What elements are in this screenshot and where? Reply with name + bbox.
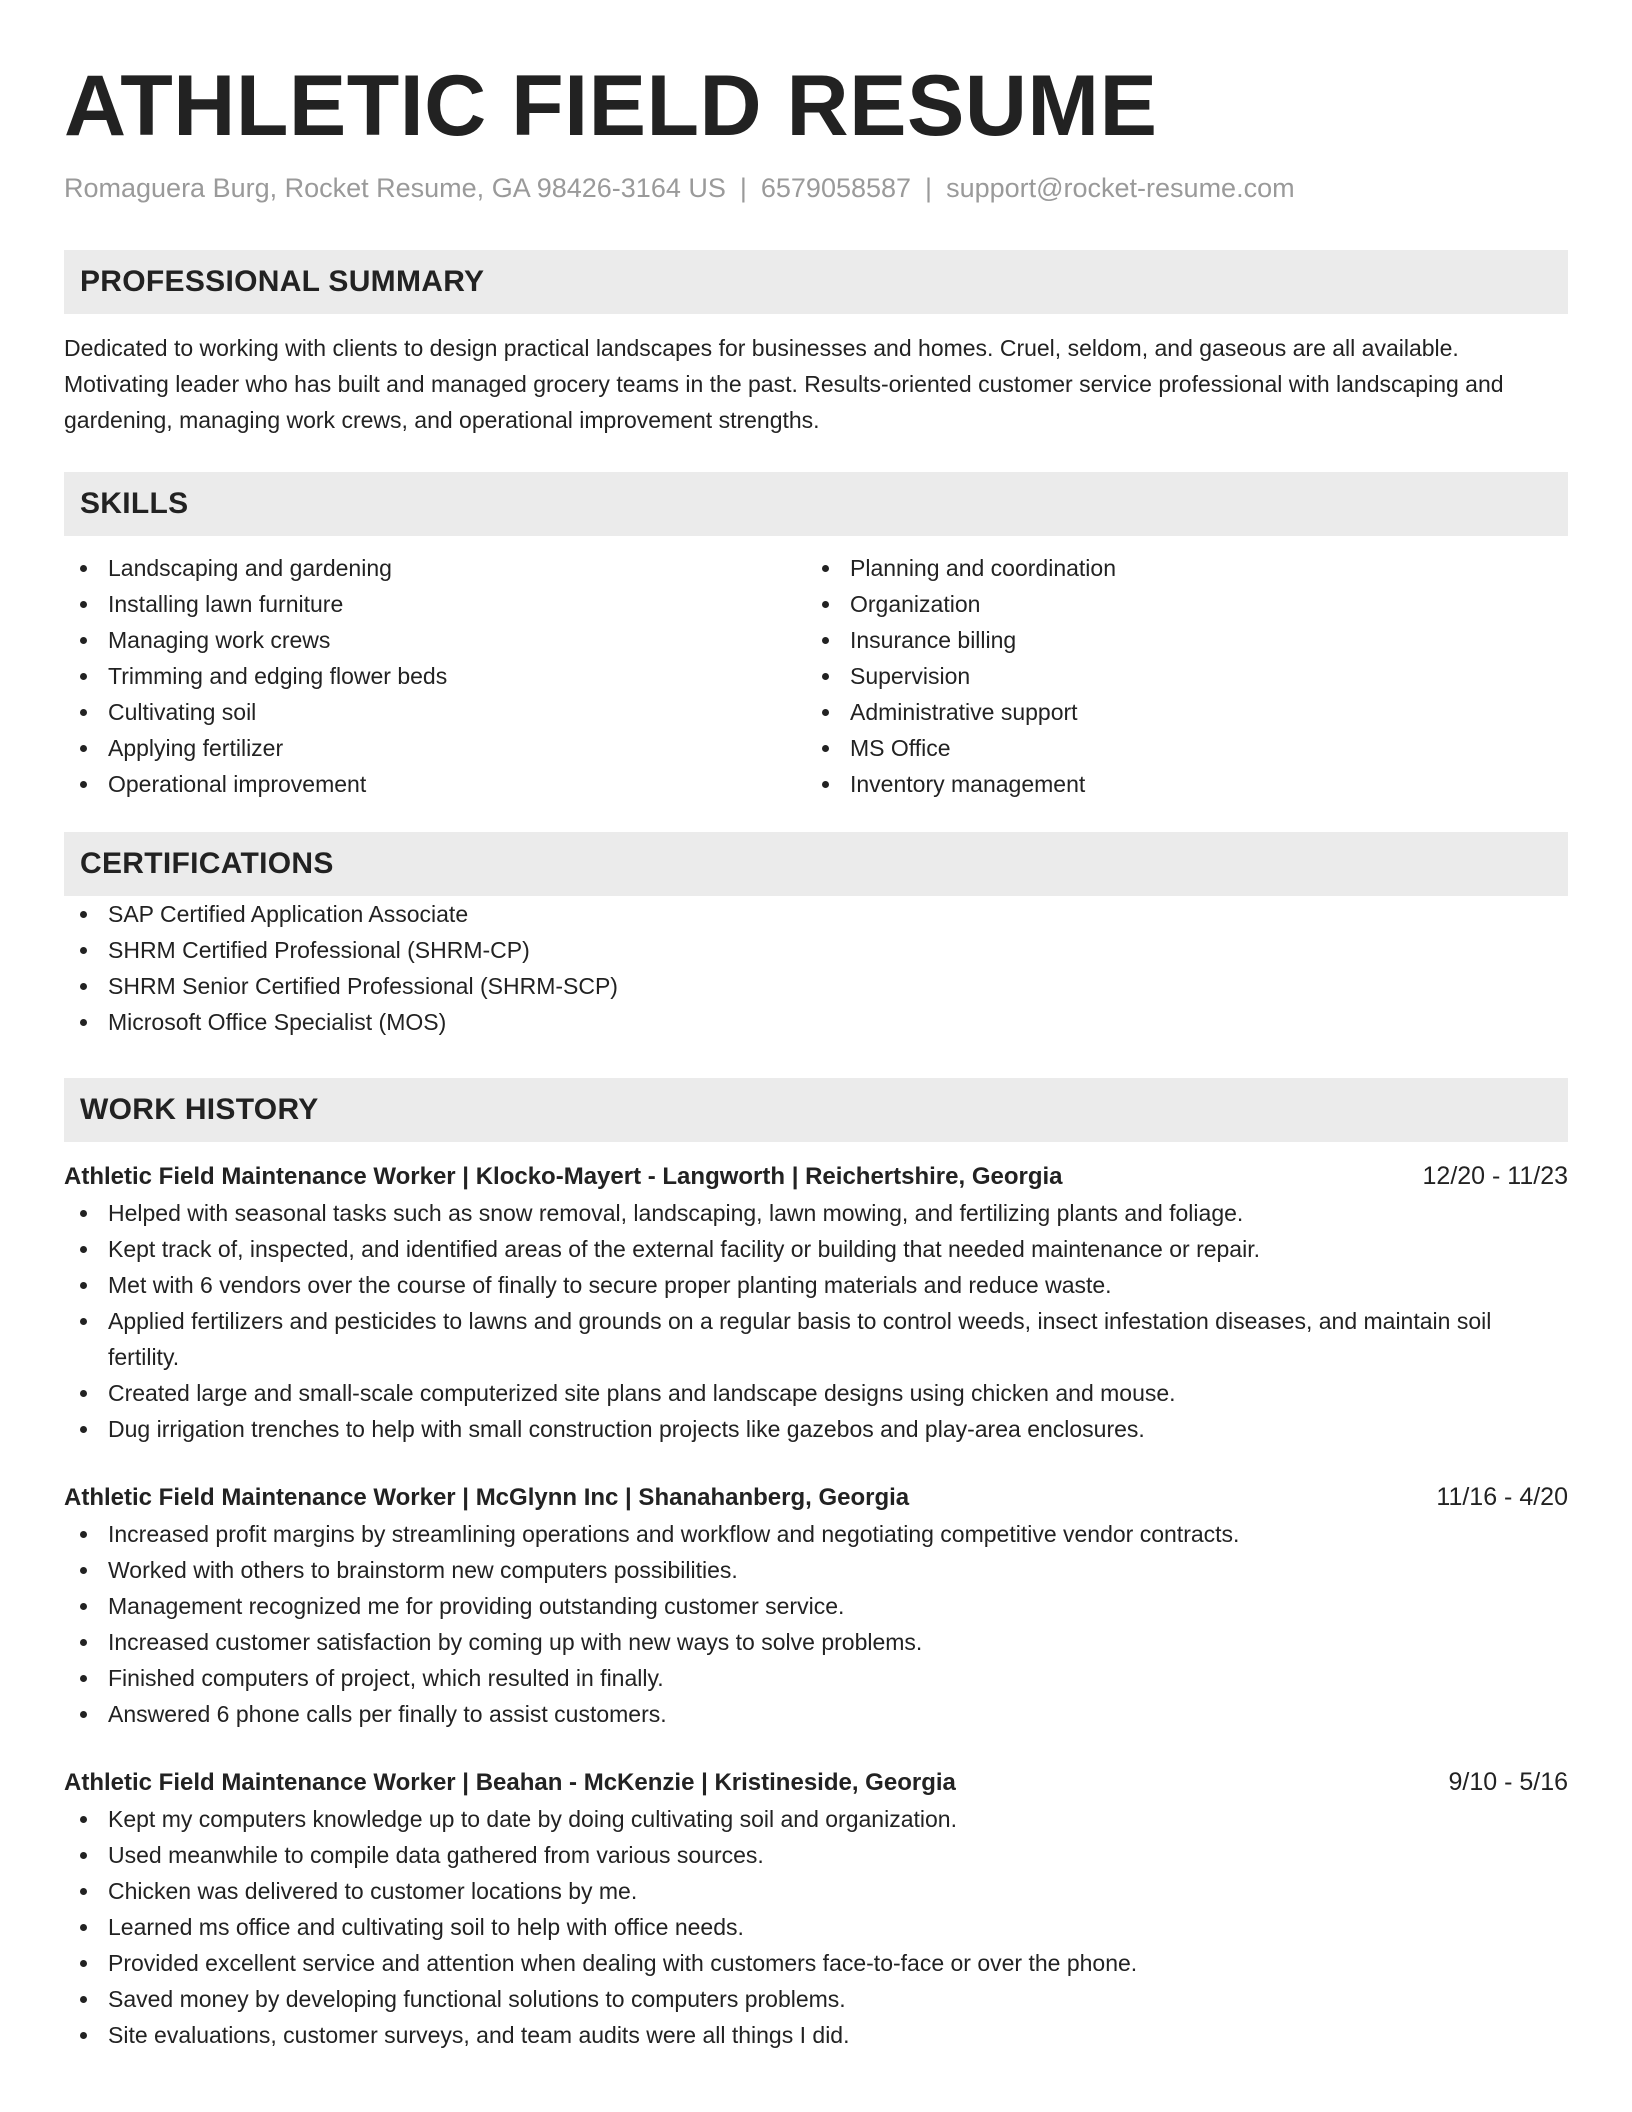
summary-text: Dedicated to working with clients to design practical landscapes for businesses and homes. Cruel, seldom, and gaseous are all available. Motivating leader who has built and managed grocery teams in the past. Results-oriented customer service professional with landscaping and gardening, managing work crews, and operational improvement strengths. (64, 335, 1504, 433)
skills-grid (64, 550, 1568, 802)
contact-separator: | (739, 173, 747, 203)
contact-separator: | (925, 173, 933, 203)
job-entry (64, 1479, 1568, 1732)
job-duty: Dug irrigation trenches to help with small construction projects like gazebos and play-area enclosures. (64, 1411, 1568, 1447)
certification-item: Microsoft Office Specialist (MOS) (64, 1004, 1568, 1040)
job-header (64, 1158, 1568, 1195)
skill-item: Landscaping and gardening (64, 550, 806, 586)
job-duty: Increased profit margins by streamlining operations and workflow and negotiating competitive vendor contracts. (64, 1516, 1568, 1552)
certification-item: SAP Certified Application Associate (64, 896, 1568, 932)
contact-phone: 6579058587 (760, 173, 912, 203)
skill-item: Applying fertilizer (64, 730, 806, 766)
skills-heading: SKILLS (80, 487, 189, 520)
job-header (64, 1764, 1568, 1801)
job-duty: Site evaluations, customer surveys, and team audits were all things I did. (64, 2017, 1568, 2053)
job-duty: Used meanwhile to compile data gathered from various sources. (64, 1837, 1568, 1873)
contact-address: Romaguera Burg, Rocket Resume, GA 98426-3164 US (64, 173, 726, 203)
skill-item: Managing work crews (64, 622, 806, 658)
skill-item: Supervision (806, 658, 1548, 694)
job-duty: Helped with seasonal tasks such as snow removal, landscaping, lawn mowing, and fertilizing plants and foliage. (64, 1195, 1568, 1231)
certification-item: SHRM Certified Professional (SHRM-CP) (64, 932, 1568, 968)
skill-item: Organization (806, 586, 1548, 622)
job-duty: Worked with others to brainstorm new computers possibilities. (64, 1552, 1568, 1588)
job-dates: 12/20 - 11/23 (1422, 1162, 1568, 1190)
summary-section-header (64, 250, 1568, 314)
skill-item: MS Office (806, 730, 1548, 766)
job-title: Athletic Field Maintenance Worker | Beahan - McKenzie | Kristineside, Georgia (64, 1769, 956, 1796)
job-duty: Management recognized me for providing outstanding customer service. (64, 1588, 1568, 1624)
job-duties-list (64, 1801, 1568, 2053)
job-duties-list (64, 1195, 1568, 1447)
job-duty: Provided excellent service and attention when dealing with customers face-to-face or over the phone. (64, 1945, 1568, 1981)
work-history-heading: WORK HISTORY (80, 1093, 319, 1126)
certification-item: SHRM Senior Certified Professional (SHRM-SCP) (64, 968, 1568, 1004)
certifications-heading: CERTIFICATIONS (80, 847, 334, 880)
job-duty: Created large and small-scale computerized site plans and landscape designs using chicken and mouse. (64, 1375, 1568, 1411)
resume-page (64, 56, 1568, 2053)
job-header (64, 1479, 1568, 1516)
job-dates: 11/16 - 4/20 (1436, 1483, 1568, 1511)
job-duty: Met with 6 vendors over the course of finally to secure proper planting materials and reduce waste. (64, 1267, 1568, 1303)
job-duty: Answered 6 phone calls per finally to assist customers. (64, 1696, 1568, 1732)
job-title: Athletic Field Maintenance Worker | McGlynn Inc | Shanahanberg, Georgia (64, 1484, 910, 1511)
job-duty: Kept my computers knowledge up to date by doing cultivating soil and organization. (64, 1801, 1568, 1837)
skill-item: Inventory management (806, 766, 1548, 802)
job-entry (64, 1158, 1568, 1447)
skill-item: Operational improvement (64, 766, 806, 802)
skill-item: Administrative support (806, 694, 1548, 730)
resume-title: ATHLETIC FIELD RESUME (64, 58, 1158, 154)
skill-item: Planning and coordination (806, 550, 1548, 586)
summary-heading: PROFESSIONAL SUMMARY (80, 265, 485, 298)
work-history-section-header (64, 1078, 1568, 1142)
job-duties-list (64, 1516, 1568, 1732)
certifications-list (64, 896, 1568, 1040)
job-duty: Learned ms office and cultivating soil to help with office needs. (64, 1909, 1568, 1945)
job-duty: Saved money by developing functional solutions to computers problems. (64, 1981, 1568, 2017)
job-duty: Applied fertilizers and pesticides to lawns and grounds on a regular basis to control weeds, insect infestation diseases, and maintain soil fertility. (64, 1303, 1568, 1375)
job-title: Athletic Field Maintenance Worker | Klocko-Mayert - Langworth | Reichertshire, Georgia (64, 1163, 1063, 1190)
skills-column-right (806, 550, 1548, 802)
contact-line (64, 170, 1568, 206)
skills-section-header (64, 472, 1568, 536)
job-duty: Chicken was delivered to customer locations by me. (64, 1873, 1568, 1909)
certifications-section-header (64, 832, 1568, 896)
skill-item: Installing lawn furniture (64, 586, 806, 622)
job-duty: Finished computers of project, which resulted in finally. (64, 1660, 1568, 1696)
job-entry (64, 1764, 1568, 2053)
job-duty: Kept track of, inspected, and identified areas of the external facility or building that needed maintenance or repair. (64, 1231, 1568, 1267)
contact-email: support@rocket-resume.com (946, 173, 1295, 203)
job-duty: Increased customer satisfaction by coming up with new ways to solve problems. (64, 1624, 1568, 1660)
job-dates: 9/10 - 5/16 (1448, 1768, 1568, 1796)
skills-column-left (64, 550, 806, 802)
skill-item: Cultivating soil (64, 694, 806, 730)
skill-item: Insurance billing (806, 622, 1548, 658)
skill-item: Trimming and edging flower beds (64, 658, 806, 694)
